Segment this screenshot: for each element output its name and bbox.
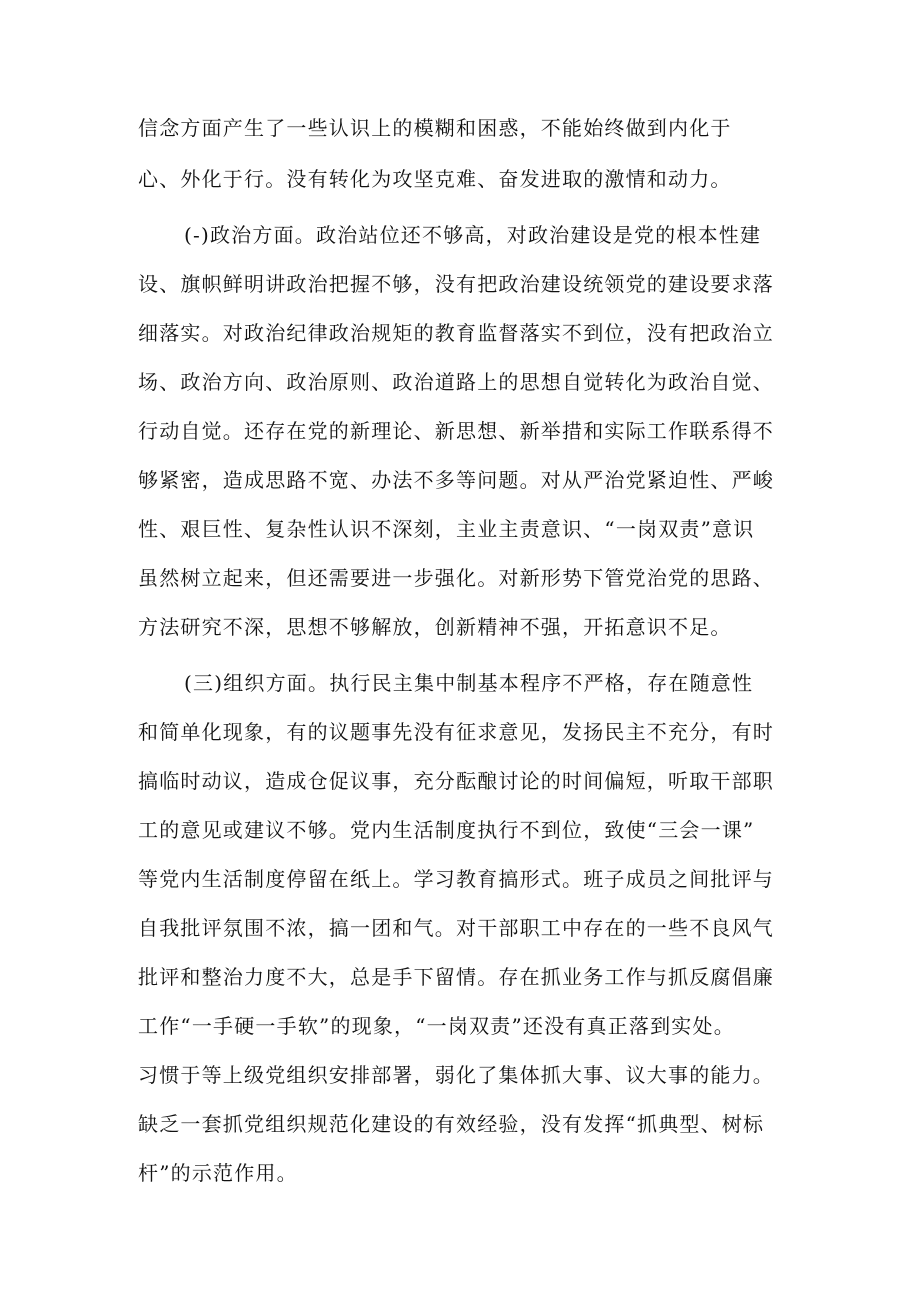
paragraph-3-line-2: 和简单化现象，有的议题事先没有征求意见，发扬民主不充分，有时 <box>138 720 774 744</box>
paragraph-3-line-7: 批评和整治力度不大，总是手下留情。存在抓业务工作与抓反腐倡廉 <box>138 965 774 989</box>
paragraph-3-line-1: (三)组织方面。执行民主集中制基本程序不严格，存在随意性 <box>184 671 754 695</box>
paragraph-3-line-5: 等党内生活制度停留在纸上。学习教育搞形式。班子成员之间批评与 <box>138 867 774 891</box>
paragraph-3-line-6: 自我批评氛围不浓，搞一团和气。对干部职工中存在的一些不良风气 <box>138 916 774 940</box>
paragraph-2-line-5: 行动自觉。还存在党的新理论、新思想、新举措和实际工作联系得不 <box>138 419 774 443</box>
paragraph-1-line-1: 信念方面产生了一些认识上的模糊和困惑，不能始终做到内化于 <box>138 116 732 140</box>
paragraph-3-line-3: 搞临时动议，造成仓促议事，充分酝酿讨论的时间偏短，听取干部职 <box>138 769 774 793</box>
paragraph-1-line-2: 心、外化于行。没有转化为攻坚克难、奋发进取的激情和动力。 <box>138 167 732 191</box>
paragraph-3-line-11: 杆”的示范作用。 <box>138 1161 298 1185</box>
paragraph-2-line-6: 够紧密，造成思路不宽、办法不多等问题。对从严治党紧迫性、严峻 <box>138 468 774 492</box>
paragraph-2-line-3: 细落实。对政治纪律政治规矩的教育监督落实不到位，没有把政治立 <box>138 321 774 345</box>
paragraph-3-line-8: 工作“一手硬一手软”的现象，“一岗双责”还没有真正落到实处。 <box>138 1014 735 1038</box>
paragraph-3-line-4: 工的意见或建议不够。党内生活制度执行不到位，致使“三会一课” <box>138 818 755 842</box>
paragraph-3-line-10: 缺乏一套抓党组织规范化建设的有效经验，没有发挥“抓典型、树标 <box>138 1112 765 1136</box>
paragraph-3-line-9: 习惯于等上级党组织安排部署，弱化了集体抓大事、议大事的能力。 <box>138 1063 774 1087</box>
paragraph-2-line-2: 设、旗帜鲜明讲政治把握不够，没有把政治建设统领党的建设要求落 <box>138 272 774 296</box>
paragraph-2-line-4: 场、政治方向、政治原则、政治道路上的思想自觉转化为政治自觉、 <box>138 370 774 394</box>
paragraph-2-line-9: 方法研究不深，思想不够解放，创新精神不强，开拓意识不足。 <box>138 615 732 639</box>
paragraph-2-line-1: (-)政治方面。政治站位还不够高，对政治建设是党的根本性建 <box>184 223 762 247</box>
paragraph-2-line-7: 性、艰巨性、复杂性认识不深刻，主业主责意识、“一岗双责”意识 <box>138 517 755 541</box>
paragraph-2-line-8: 虽然树立起来，但还需要进一步强化。对新形势下管党治党的思路、 <box>138 566 774 590</box>
